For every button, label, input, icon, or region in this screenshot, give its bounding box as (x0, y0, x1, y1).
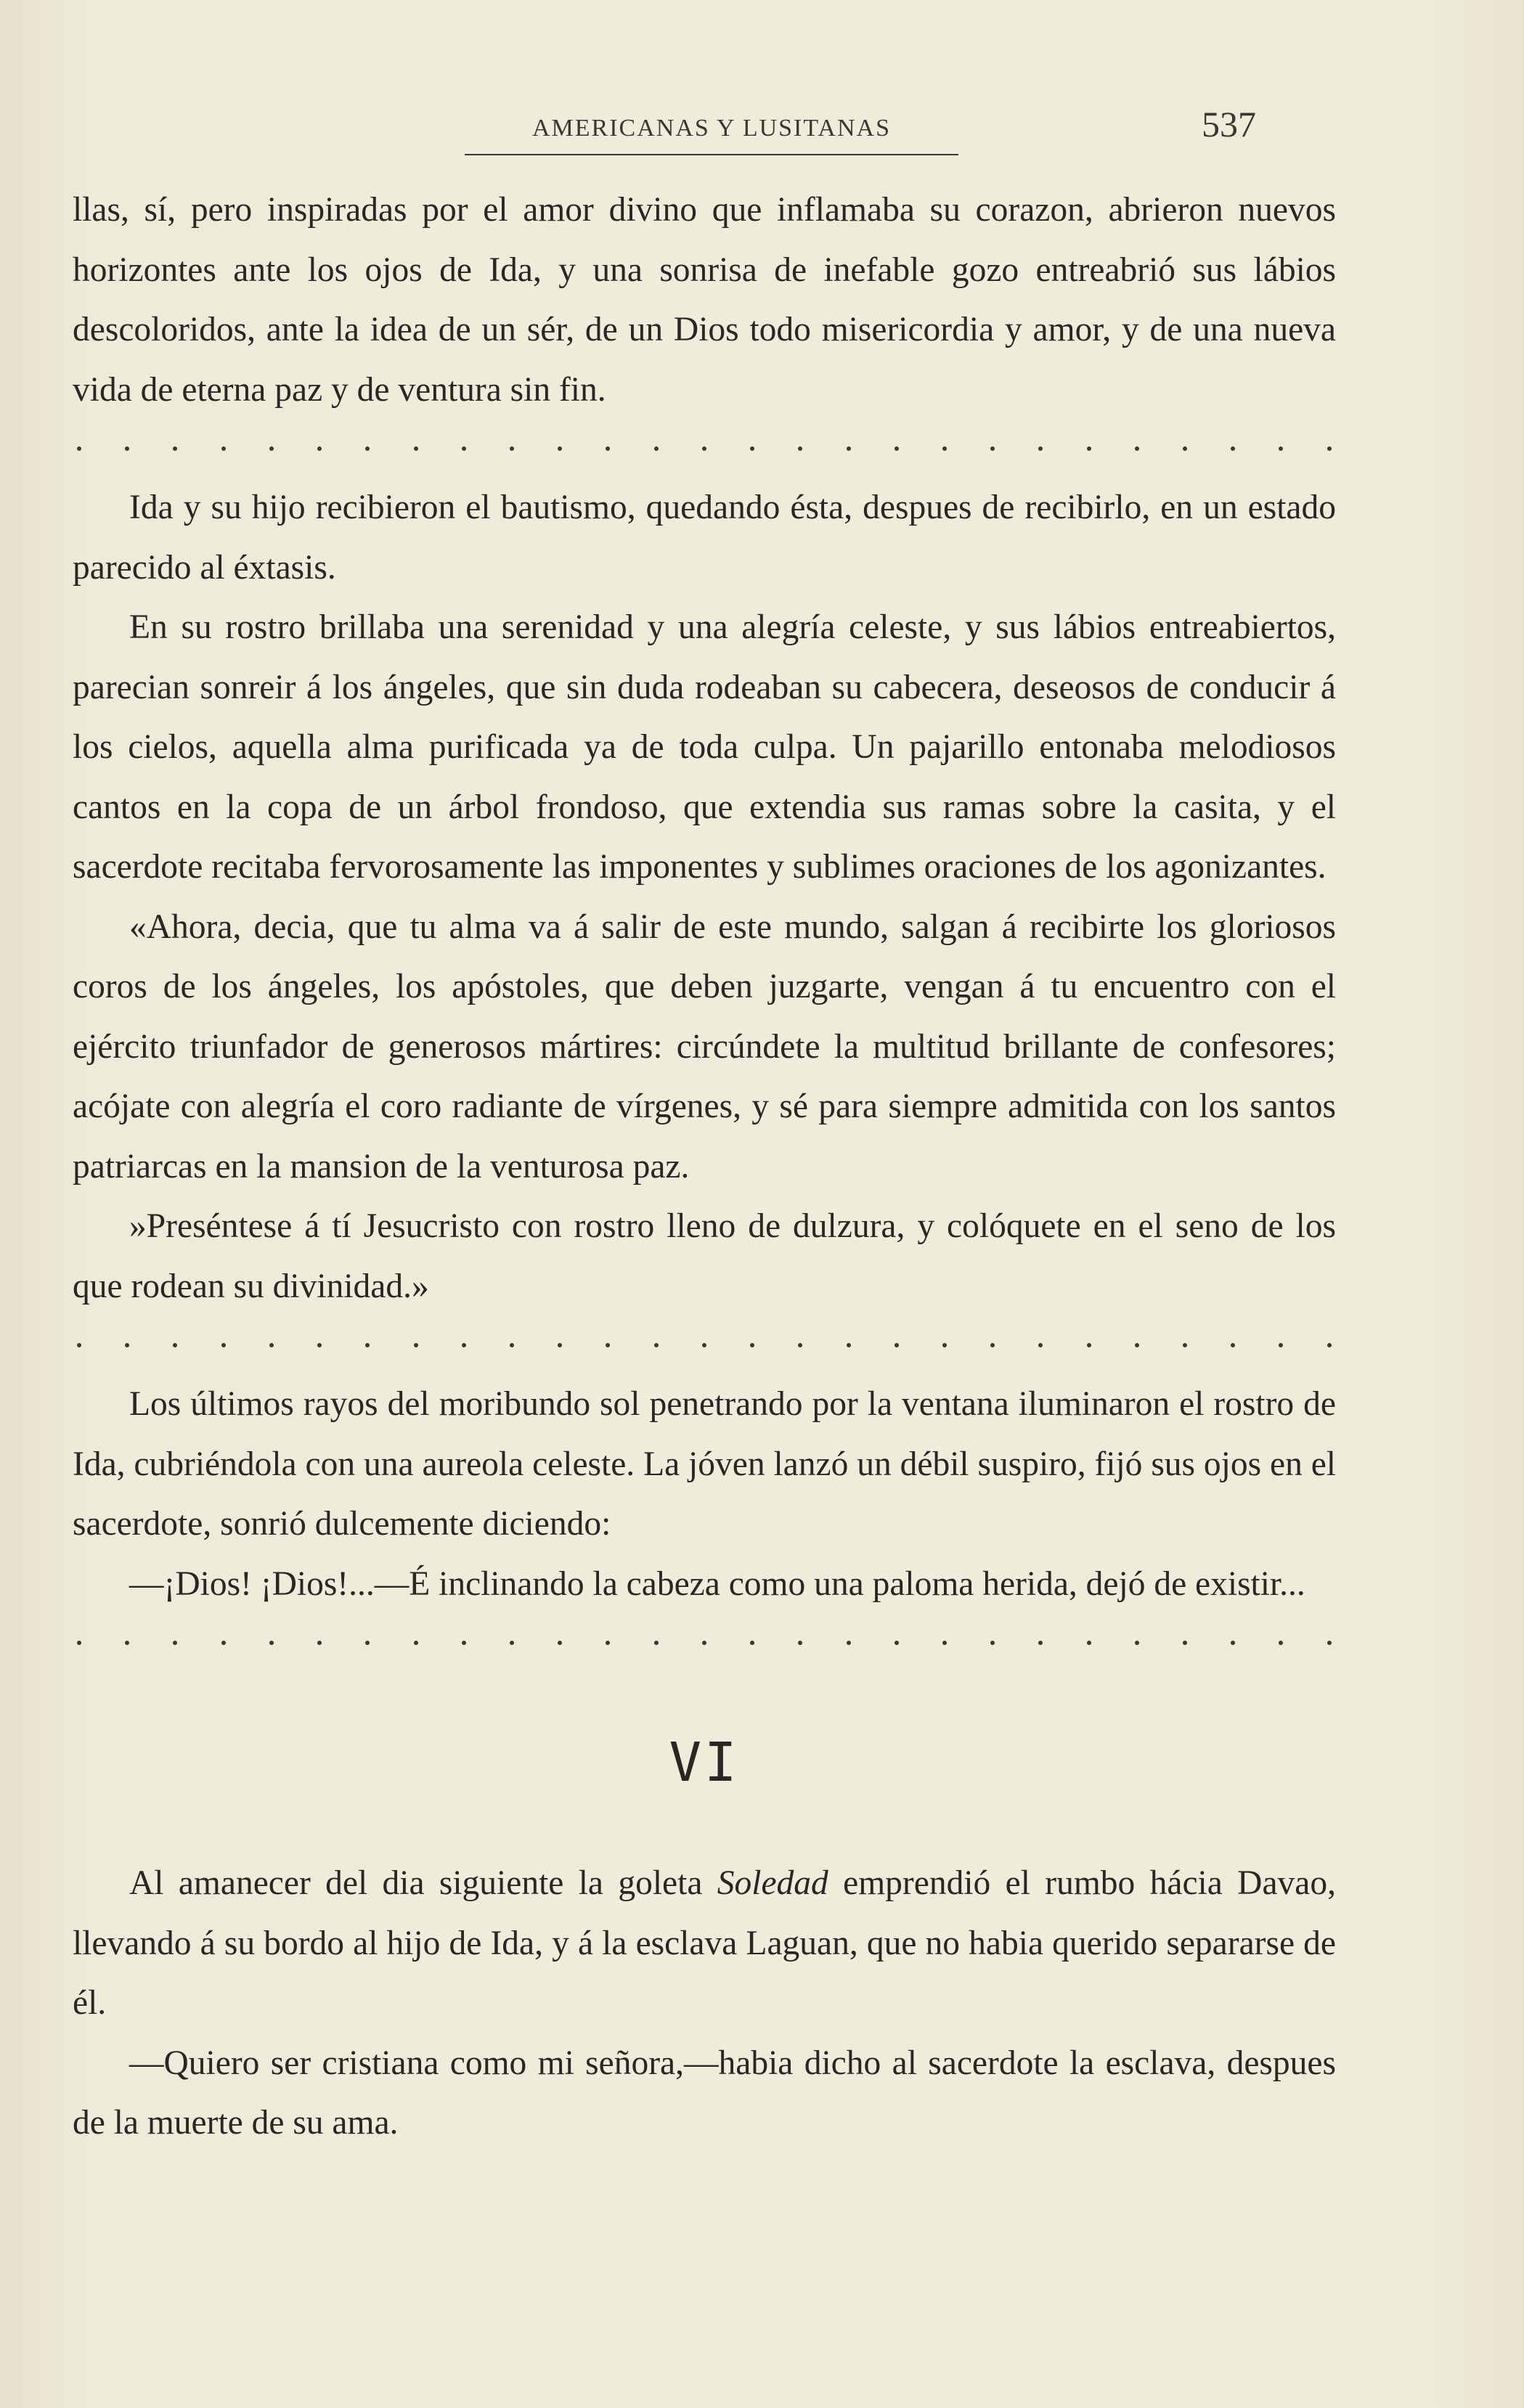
separator-dot (317, 1641, 322, 1645)
separator-dot (798, 1641, 802, 1645)
separator-dot (1327, 446, 1332, 451)
separator-dot (1231, 446, 1235, 451)
paragraph: Los últimos rayos del moribundo sol penetrando por la ventana iluminaron el rostro de Ida, cubriéndola con una aureola celeste. La jóven lanzó un débil suspiro, fijó sus ojos en el sacerdote, sonrió dulcemente diciendo: (73, 1385, 1336, 1543)
separator-dot (990, 446, 995, 451)
separator-dot (221, 1343, 226, 1347)
separator-dot (558, 1343, 562, 1347)
page-body (73, 180, 1336, 2153)
dot-separator (73, 1316, 1336, 1374)
separator-dot (221, 446, 226, 451)
separator-dot (221, 1641, 226, 1645)
running-header: AMERICANAS Y LUSITANAS (531, 115, 891, 142)
separator-dot (702, 446, 706, 451)
separator-dot (1183, 446, 1187, 451)
separator-dot (654, 1641, 659, 1645)
separator-dot (702, 1343, 706, 1347)
separator-dot (798, 446, 802, 451)
paragraph: »Preséntese á tí Jesucristo con rostro lleno de dulzura, y colóquete en el seno de los que rodean su divinidad.» (73, 1207, 1336, 1305)
separator-dot (173, 446, 177, 451)
separator-dot (317, 446, 322, 451)
separator-dot (1038, 1343, 1043, 1347)
separator-dot (558, 446, 562, 451)
dot-separator (73, 420, 1336, 478)
separator-dot (1087, 1641, 1091, 1645)
separator-dot (558, 1641, 562, 1645)
separator-dot (125, 446, 129, 451)
paragraph: «Ahora, decia, que tu alma va á salir de este mundo, salgan á recibirte los gloriosos coros de los ángeles, los apóstoles, que deben juzgarte, vengan á tu encuentro con el ejército triunfador de generosos mártires: circúndete la multitud brillante de confesores; acójate con alegría el coro radiante de vírgenes, y sé para siempre admitida con los santos patriarcas en la mansion de la venturosa paz. (73, 907, 1336, 1185)
separator-dot (1087, 446, 1091, 451)
separator-dot (77, 1641, 81, 1645)
dot-separator (73, 1614, 1336, 1672)
separator-dot (1327, 1641, 1332, 1645)
separator-dot (173, 1641, 177, 1645)
separator-dot (750, 1343, 754, 1347)
separator-dot (895, 446, 899, 451)
separator-dot (414, 1343, 418, 1347)
separator-dot (125, 1641, 129, 1645)
separator-dot (173, 1343, 177, 1347)
separator-dot (77, 1343, 81, 1347)
separator-dot (1038, 1641, 1043, 1645)
separator-dot (1231, 1343, 1235, 1347)
separator-dot (1279, 1641, 1283, 1645)
separator-dot (895, 1641, 899, 1645)
separator-dot (77, 446, 81, 451)
separator-dot (942, 446, 947, 451)
separator-dot (1183, 1641, 1187, 1645)
separator-dot (462, 1343, 466, 1347)
paragraph: Ida y su hijo recibieron el bautismo, quedando ésta, despues de recibirlo, en un estado parecido al éxtasis. (73, 489, 1336, 587)
separator-dot (798, 1343, 802, 1347)
separator-dot (606, 1343, 610, 1347)
separator-dot (365, 446, 370, 451)
separator-dot (1135, 1641, 1139, 1645)
separator-dot (414, 446, 418, 451)
separator-dot (510, 1641, 514, 1645)
separator-dot (654, 1343, 659, 1347)
separator-dot (269, 446, 274, 451)
separator-dot (1087, 1343, 1091, 1347)
separator-dot (990, 1641, 995, 1645)
separator-dot (414, 1641, 418, 1645)
separator-dot (1135, 446, 1139, 451)
separator-dot (1038, 446, 1043, 451)
paragraph-text: Al amanecer del dia siguiente la goleta (129, 1864, 717, 1902)
paragraph: llas, sí, pero inspiradas por el amor divino que inflamaba su corazon, abrieron nuevos horizontes ante los ojos de Ida, y una sonrisa de inefable gozo entreabrió sus lábios descoloridos, ante la idea de un sér, de un Dios todo misericordia y amor, y de una nueva vida de eterna paz y de ventura sin fin. (73, 191, 1336, 409)
separator-dot (606, 446, 610, 451)
separator-dot (1183, 1343, 1187, 1347)
separator-dot (462, 446, 466, 451)
separator-dot (847, 1343, 851, 1347)
chapter-heading: VI (669, 1731, 740, 1794)
separator-dot (365, 1343, 370, 1347)
paragraph: —Quiero ser cristiana como mi señora,—habia dicho al sacerdote la esclava, despues de la muerte de su ama. (73, 2044, 1336, 2142)
separator-dot (654, 446, 659, 451)
separator-dot (895, 1343, 899, 1347)
separator-dot (1231, 1641, 1235, 1645)
separator-dot (510, 1343, 514, 1347)
separator-dot (317, 1343, 322, 1347)
header-rule (465, 154, 958, 155)
separator-dot (990, 1343, 995, 1347)
separator-dot (269, 1641, 274, 1645)
ship-name: Soledad (717, 1864, 828, 1902)
separator-dot (847, 446, 851, 451)
separator-dot (1279, 446, 1283, 451)
paragraph: En su rostro brillaba una serenidad y una alegría celeste, y sus lábios entreabiertos, parecian sonreir á los ángeles, que sin duda rodeaban su cabecera, deseosos de conducir á los cielos, aquella alma purificada ya de toda culpa. Un pajarillo entonaba melodiosos cantos en la copa de un árbol frondoso, que extendia sus ramas sobre la casita, y el sacerdote recitaba fervorosamente las imponentes y sublimes oraciones de los agonizantes. (73, 608, 1336, 886)
separator-dot (750, 446, 754, 451)
separator-dot (942, 1641, 947, 1645)
paragraph (73, 1853, 1336, 2033)
separator-dot (462, 1641, 466, 1645)
separator-dot (702, 1641, 706, 1645)
separator-dot (750, 1641, 754, 1645)
page-number: 537 (1202, 104, 1256, 144)
paragraph: —¡Dios! ¡Dios!...—É inclinando la cabeza como una paloma herida, dejó de existir... (129, 1564, 1305, 1603)
separator-dot (269, 1343, 274, 1347)
separator-dot (942, 1343, 947, 1347)
separator-dot (606, 1641, 610, 1645)
separator-dot (510, 446, 514, 451)
separator-dot (1327, 1343, 1332, 1347)
separator-dot (365, 1641, 370, 1645)
separator-dot (125, 1343, 129, 1347)
paragraph-text: emprendió el rumbo hácia Davao, llevando á su bordo al hijo de Ida, y á la esclava Laguan, que no habia querido separarse de él. (73, 1864, 1336, 2022)
separator-dot (1135, 1343, 1139, 1347)
separator-dot (847, 1641, 851, 1645)
separator-dot (1279, 1343, 1283, 1347)
